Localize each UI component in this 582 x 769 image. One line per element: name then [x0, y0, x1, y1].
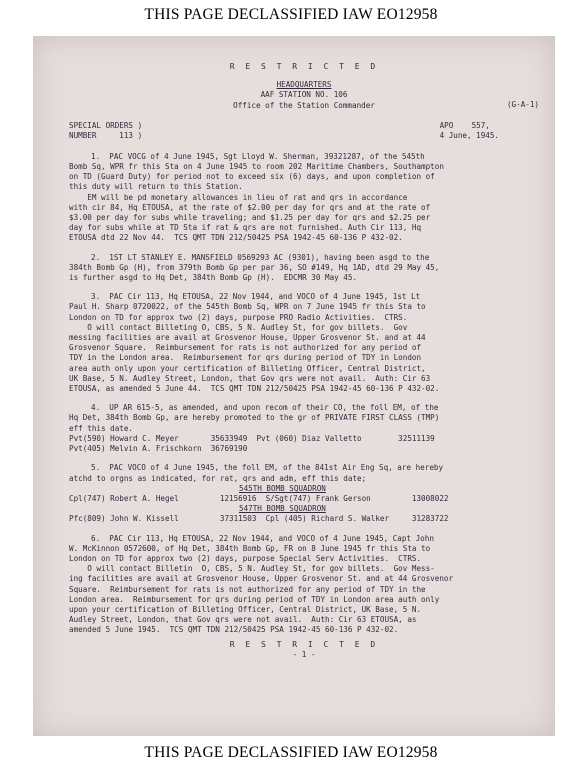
- paragraph-line: O will contact Billeting O, CBS, 5 N. Audley St, for gov billets. Gov: [69, 322, 408, 332]
- promotion-row: Pvt(405) Melvin A. Frischkorn 36769190: [69, 444, 248, 454]
- paragraph-line: amended 5 June 1945. TCS QMT TDN 212/50425 PSA 1942-45 60-136 P 432-02.: [69, 625, 399, 635]
- apo-label: APO 557,: [439, 120, 490, 130]
- attachment-row: Pfc(809) John W. Kissell 37311503 Cpl (405) Richard S. Walker 31283722: [69, 514, 449, 524]
- paragraph-line: ETOUSA, as amended 5 June 44. TCS QMT TDN 212/50425 PSA 1942-45 60-136 P 432-02.: [69, 384, 440, 394]
- paragraph-line: London area. Reimbursement for qrs during period of TDY in London area auth only: [69, 594, 440, 604]
- doc-code: (G-A-1): [506, 100, 539, 110]
- restricted-header: R E S T R I C T E D: [229, 62, 379, 71]
- document-page: [33, 36, 555, 736]
- paragraph-line: $3.00 per day for subs while traveling; and $1.25 per day for qrs and $2.25 per: [69, 213, 431, 223]
- headquarters-label: HEADQUARTERS: [276, 80, 332, 90]
- paragraph-line: 2. 1ST LT STANLEY E. MANSFIELD 0569293 AC (9301), having been asgd to the: [91, 252, 430, 262]
- paragraph-line: Hq Det, 384th Bomb Gp, are hereby promoted to the gr of PRIVATE FIRST CLASS (TMP): [69, 413, 440, 423]
- promotion-row: Pvt(590) Howard C. Meyer 35633949 Pvt (060) Diaz Valletto 32511139: [69, 433, 435, 443]
- paragraph-line: EM will be pd monetary allowances in lieu of rat and qrs in accordance: [69, 192, 408, 202]
- paragraph-line: eff this date.: [69, 423, 134, 433]
- paragraph-6: [69, 534, 539, 636]
- paragraph-line: O will contact Billetin O, CBS, 5 N. Audley St, for gov billets. Gov Mess-: [69, 564, 435, 574]
- order-number: NUMBER 113 ): [69, 131, 143, 141]
- paragraph-line: UK Base, 5 N. Audley Street, London, that Gov qrs were not avail. Auth: Cir 63: [69, 373, 431, 383]
- special-orders-label: SPECIAL ORDERS ): [69, 120, 143, 130]
- paragraph-4: [69, 403, 539, 454]
- paragraph-line: 4. UP AR 615-5, as amended, and upon recom of their CO, the foll EM, of the: [91, 403, 439, 413]
- paragraph-line: London on TD for approx two (2) days, purpose Special Serv Activities. CTRS.: [69, 553, 422, 563]
- paragraph-line: 1. PAC VOCG of 4 June 1945, Sgt Lloyd W. Sherman, 39321287, of the 545th: [91, 151, 425, 161]
- declassified-banner-top: THIS PAGE DECLASSIFIED IAW EO12958: [144, 6, 438, 23]
- page-number: - 1 -: [292, 649, 316, 659]
- paragraph-line: 3. PAC Cir 113, Hq ETOUSA, 22 Nov 1944, and VOCO of 4 June 1945, 1st Lt: [91, 292, 421, 302]
- order-date: 4 June, 1945.: [439, 131, 499, 141]
- special-orders-block: [69, 121, 539, 143]
- document-body: [69, 36, 539, 660]
- paragraph-5: [69, 463, 539, 524]
- paragraph-line: ing facilities are avail at Grosvenor House, Upper Grosvenor St. and at 44 Grosvenor: [69, 574, 454, 584]
- paragraph-line: 6. PAC Cir 113, Hq ETOUSA, 22 Nov 1944, and VOCO of 4 June 1945, Capt John: [91, 533, 434, 543]
- restricted-footer: R E S T R I C T E D: [229, 639, 379, 649]
- declassified-banner-bottom: THIS PAGE DECLASSIFIED IAW EO12958: [144, 744, 438, 761]
- paragraph-2: [69, 253, 539, 284]
- paragraph-line: Audley Street, London, that Gov qrs were not avail. Auth: Cir 63 ETOUSA, as: [69, 615, 417, 625]
- paragraph-line: messing facilities are avail at Grosvenor House, Upper Grosvenor St. and at 44: [69, 333, 426, 343]
- squadron-heading: 547TH BOMB SQUADRON: [239, 504, 326, 514]
- paragraph-line: Grosvenor Square. Reimbursement for rats is not authorized for any period of: [69, 343, 422, 353]
- squadron-heading: 545TH BOMB SQUADRON: [239, 483, 326, 493]
- paragraph-line: Bomb Sq, WPR fr this Sta on 4 June 1945 to room 202 Maritime Chambers, Southampton: [69, 162, 444, 172]
- office-label: Office of the Station Commander: [233, 100, 375, 110]
- paragraph-line: on TD (Guard Duty) for period not to exceed six (6) days, and upon completion of: [69, 172, 435, 182]
- paragraph-line: W. McKinnon 0572600, of Hq Det, 384th Bomb Gp, FR on 8 June 1945 fr this Sta to: [69, 543, 431, 553]
- paragraph-line: ETOUSA dtd 22 Nov 44. TCS QMT TDN 212/50425 PSA 1942-45 60-136 P 432-02.: [69, 233, 403, 243]
- paragraph-line: London on TD for approx two (2) days, purpose PRO Radio Activities. CTRS.: [69, 312, 408, 322]
- paragraph-1: [69, 152, 539, 244]
- paragraph-line: atchd to orgns as indicated, for rat, qrs and adm, eff this date;: [69, 473, 367, 483]
- paragraph-line: upon your certification of Billeting Officer, Central District, UK Base, 5 N.: [69, 604, 422, 614]
- paragraph-line: day for subs while at TD Sta if rat & qrs are not furnished. Auth Cir 113, Hq: [69, 223, 422, 233]
- paragraph-3: [69, 292, 539, 394]
- attachment-row: Cpl(747) Robert A. Hegel 12156916 S/Sgt(747) Frank Gerson 13008022: [69, 493, 449, 503]
- paragraph-line: Square. Reimbursement for rats is not authorized for any period of TDY in the: [69, 584, 426, 594]
- paragraph-line: this duty will return to this Station.: [69, 182, 243, 192]
- station-label: AAF STATION NO. 106: [260, 90, 348, 100]
- paragraph-line: 384th Bomb Gp (H), from 379th Bomb Gp per par 36, SO #149, Hq 1AD, dtd 29 May 45,: [69, 262, 440, 272]
- paragraph-line: 5. PAC VOCO of 4 June 1945, the foll EM, of the 841st Air Eng Sq, are hereby: [91, 463, 444, 473]
- paragraph-line: Paul H. Sharp 0720022, of the 545th Bomb Sq, WPR on 7 June 1945 fr this Sta to: [69, 302, 426, 312]
- paragraph-line: with cir 84, Hq ETOUSA, at the rate of $2.00 per day for qrs and at the rate of: [69, 202, 431, 212]
- paragraph-line: is further asgd to Hq Det, 384th Bomb Gp (H). EDCMR 30 May 45.: [69, 273, 358, 283]
- paragraph-line: TDY in the London area. Reimbursement for qrs during period of TDY in London: [69, 353, 422, 363]
- paragraph-line: area auth only upon your certification of Billeting Officer, Central District,: [69, 363, 426, 373]
